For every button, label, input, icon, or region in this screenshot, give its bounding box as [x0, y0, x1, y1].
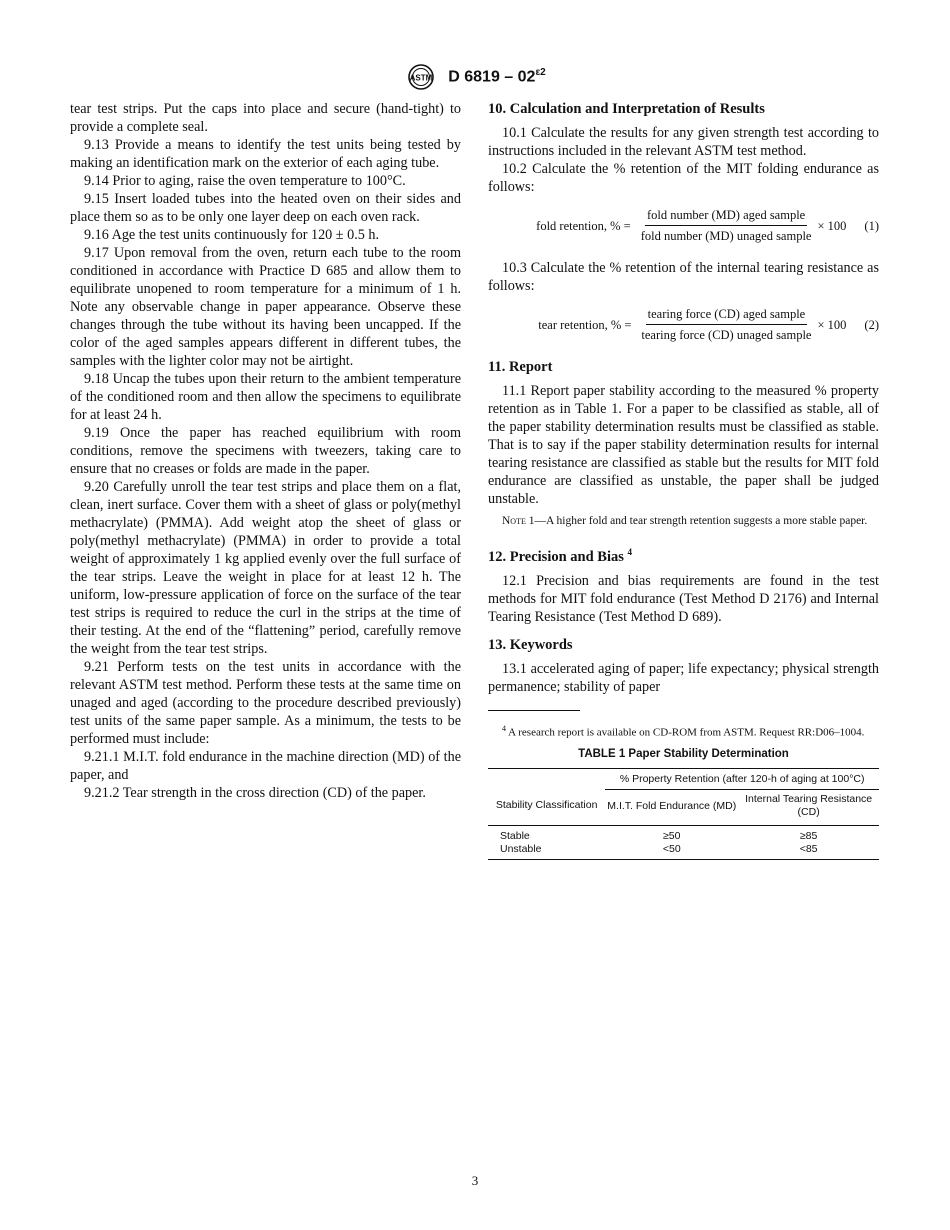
- note-1-label: Note 1: [502, 515, 535, 527]
- footnote-4-text: A research report is available on CD-ROM from ASTM. Request RR:D06–1004.: [508, 726, 865, 739]
- section-10-heading: 10. Calculation and Interpretation of Results: [488, 101, 765, 117]
- section-13: [488, 636, 879, 696]
- equation-2-fraction: [639, 305, 813, 344]
- section-13-heading: 13. Keywords: [488, 636, 573, 653]
- paragraph-9-19: 9.19 Once the paper has reached equilibrium with room conditions, remove the specimens with tweezers, taking care to ensure that no creases or folds are made in the paper.: [70, 425, 461, 477]
- paragraph-9-21-2: 9.21.2 Tear strength in the cross direction (CD) of the paper.: [84, 785, 426, 801]
- paragraph-9-20: 9.20 Carefully unroll the tear test strips and place them on a flat, clean, inert surface. Cover them with a sheet of glass or poly(methyl methacrylate) (PMMA). Add weight atop the sheet of glass or poly(methyl methacrylate) (PMMA) in order to provide a total weight of approximately 1 kg applied evenly over the full surface of the tear strips. Leave the weight in place for at least 12 h. The uniform, low-pressure application of force on the surface of the tear test strips is required to reduce the curl in the strips at the time of their testing. At the end of the “flattening” period, carefully remove the weight from the tear test strips.: [70, 479, 461, 657]
- note-1-text: —A higher fold and tear strength retention suggests a more stable paper.: [534, 515, 868, 527]
- equation-1-number: (1): [864, 218, 879, 233]
- table-col-fold-header: M.I.T. Fold Endurance (MD): [605, 790, 738, 826]
- document-designation: [448, 67, 546, 86]
- section-10: [488, 100, 879, 344]
- table-cell-tear: ≥85: [799, 830, 818, 842]
- paragraph-10-2: 10.2 Calculate the % retention of the MIT folding endurance as follows:: [488, 161, 879, 195]
- paragraph-10-1: 10.1 Calculate the results for any given strength test according to instructions included in the relevant ASTM test method.: [488, 125, 879, 159]
- left-column: [70, 100, 461, 802]
- paragraph-9-13: 9.13 Provide a means to identify the test units being tested by making an identification mark on the exterior of each aging tube.: [70, 137, 461, 171]
- footnote-divider: [488, 710, 580, 711]
- designation-text: D 6819 – 02: [448, 68, 536, 86]
- equation-1-lhs: fold retention, % =: [536, 218, 631, 233]
- table-corner-cell: [488, 769, 605, 790]
- paragraph-continuation: tear test strips. Put the caps into place and secure (hand-tight) to provide a complete seal.: [70, 101, 461, 135]
- table-title: TABLE 1 Paper Stability Determination: [578, 748, 789, 760]
- equation-2-denominator: tearing force (CD) unaged sample: [641, 328, 812, 342]
- equation-1-numerator: fold number (MD) aged sample: [645, 206, 807, 226]
- table-cell-class: Unstable: [488, 843, 605, 860]
- section-12: [488, 543, 879, 626]
- table-1: [488, 748, 879, 860]
- paragraph-9-16: 9.16 Age the test units continuously for 120 ± 0.5 h.: [84, 227, 380, 243]
- paragraph-9-18: 9.18 Uncap the tubes upon their return to the ambient temperature of the conditioned room and then allow the specimens to equilibrate for at least 24 h.: [70, 371, 461, 423]
- table-cell-tear: <85: [738, 843, 879, 860]
- section-12-heading: [488, 543, 879, 566]
- edition-mark: ε2: [535, 67, 546, 79]
- note-1: [488, 514, 879, 529]
- page-header: [0, 62, 950, 92]
- astm-logo-icon: [404, 62, 438, 92]
- paragraph-12-1: 12.1 Precision and bias requirements are found in the test methods for MIT fold endurance (Test Method D 2176) and Internal Tearing Resistance (Test Method D 689).: [488, 572, 879, 625]
- page-number: 3: [471, 1173, 479, 1188]
- paragraph-9-21-1: 9.21.1 M.I.T. fold endurance in the machine direction (MD) of the paper, and: [70, 749, 461, 783]
- table-row: [488, 843, 879, 860]
- paragraph-9-17: 9.17 Upon removal from the oven, return each tube to the room conditioned in accordance with Practice D 685 and allow them to equilibrate unopened to room temperature for a minimum of 1 h. Note any observable change in paper appearance. Observe these changes through the tube without its having been uncapped. If the color of the aged samples appears different in different tubes, the samples with the lighter color may not be airtight.: [70, 245, 461, 369]
- equation-2: [488, 305, 879, 344]
- table-span-header: % Property Retention (after 120-h of aging at 100°C): [605, 769, 879, 790]
- paragraph-13-1: 13.1 accelerated aging of paper; life expectancy; physical strength permanence; stability of paper: [488, 660, 879, 695]
- paragraph-9-21: 9.21 Perform tests on the test units in accordance with the relevant ASTM test method. Perform these tests at the same time on unaged and aged (according to the procedure described previously) test units of the same paper sample. As a minimum, the tests to be performed must include:: [70, 659, 461, 747]
- section-11: [488, 358, 879, 529]
- right-column: [488, 100, 879, 750]
- table-col-classification-header: Stability Classification: [488, 790, 605, 826]
- equation-1-multiplier: × 100: [817, 218, 847, 233]
- footnote-4: [488, 722, 879, 740]
- paragraph-10-3: 10.3 Calculate the % retention of the internal tearing resistance as follows:: [488, 260, 879, 294]
- stability-table: [488, 768, 879, 860]
- table-col-tear-header: Internal Tearing Resistance (CD): [738, 790, 879, 826]
- section-11-heading: 11. Report: [488, 359, 553, 375]
- paragraph-11-1: 11.1 Report paper stability according to the measured % property retention as in Table 1. For a paper to be classified as stable, all of the paper stability determination results must be classified as stable. That is to say if the paper stability determination results for internal tearing resistance are classified as stable but the results for MIT fold endurance are classified as unstable, the paper shall be judged unstable.: [488, 383, 879, 507]
- logo-lettering: ASTM: [409, 73, 433, 83]
- paragraph-9-14: 9.14 Prior to aging, raise the oven temperature to 100°C.: [84, 173, 406, 189]
- equation-1-denominator: fold number (MD) unaged sample: [640, 229, 812, 243]
- equation-2-lhs: tear retention, % =: [538, 317, 632, 332]
- section-12-title: 12. Precision and Bias: [488, 548, 624, 565]
- equation-2-number: (2): [864, 317, 879, 332]
- paragraph-9-15: 9.15 Insert loaded tubes into the heated oven on their sides and place them so as to be only one layer deep on each oven rack.: [70, 191, 461, 225]
- footnote-ref-4[interactable]: 4: [627, 547, 633, 557]
- footnote-4-number: 4: [502, 723, 506, 733]
- equation-1: [488, 206, 879, 245]
- equation-2-multiplier: × 100: [817, 317, 847, 332]
- table-cell-fold: ≥50: [663, 830, 681, 842]
- table-cell-class: Stable: [500, 830, 530, 842]
- table-row: [488, 826, 879, 844]
- equation-1-fraction: [639, 206, 814, 245]
- table-cell-fold: <50: [605, 843, 738, 860]
- equation-2-numerator: tearing force (CD) aged sample: [646, 305, 808, 325]
